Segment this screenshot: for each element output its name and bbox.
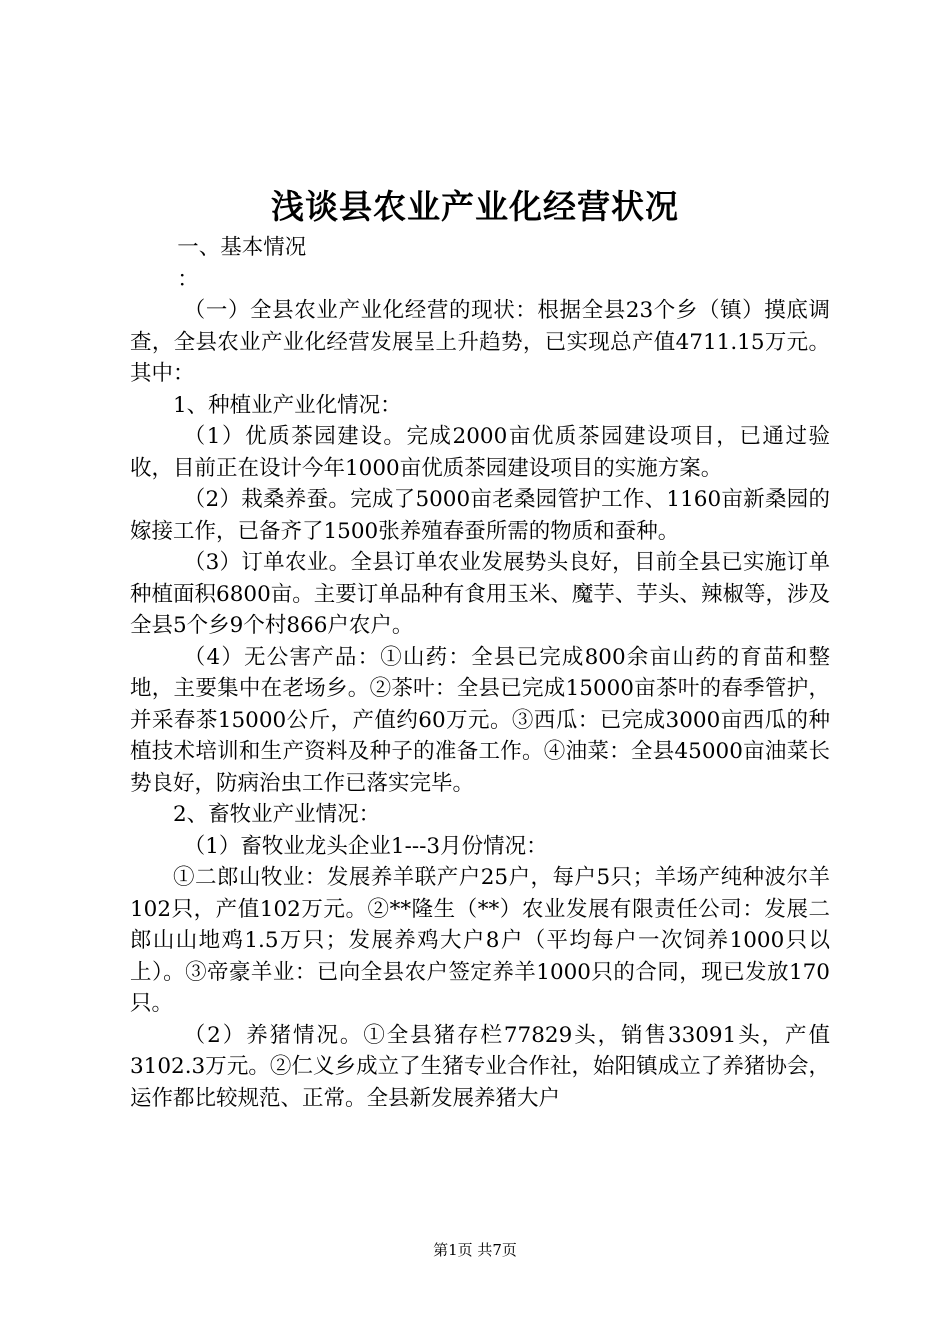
- section-heading-basic: 一、基本情况: [177, 235, 307, 260]
- paragraph-pollution-free: （4）无公害产品：①山药：全县已完成800余亩山药的育苗和整地，主要集中在老场乡。②茶叶：全县已完成15000亩茶叶的春季管护，并采春茶15000公斤，产值约60万元。③西瓜：已完成3000亩西瓜的种植技术培训和生产资料及种子的准备工作。④油菜：全县45000亩油菜长势良好，防病治虫工作已落实完毕。: [130, 644, 830, 796]
- paragraph-tea-garden: （1）优质茶园建设。完成2000亩优质茶园建设项目，已通过验收，目前正在设计今年1000亩优质茶园建设项目的实施方案。: [130, 424, 830, 481]
- subheading-planting: 1、种植业产业化情况：: [173, 392, 402, 418]
- paragraph-colon: ：: [177, 266, 199, 292]
- subheading-livestock: 2、畜牧业产业情况：: [173, 802, 381, 827]
- paragraph-pig-farming: （2）养猪情况。①全县猪存栏77829头，销售33091头，产值3102.3万元。②仁义乡成立了生猪专业合作社，始阳镇成立了养猪协会，运作都比较规范、正常。全县新发展养猪大户: [130, 1022, 830, 1111]
- paragraph-livestock-leaders: （1）畜牧业龙头企业1---3月份情况：: [183, 833, 548, 859]
- paragraph-livestock-companies: ①二郎山牧业：发展养羊联产户25户，每户5只；羊场产纯种波尔羊102只，产值102万元。②**隆生（**）农业发展有限责任公司：发展二郎山山地鸡1.5万只；发展养鸡大户8户（平均每户一次饲养1000只以上）。③帝豪羊业：已向全县农户签定养羊1000只的合同，现已发放170只。: [130, 865, 830, 1016]
- document-title: 浅谈县农业产业化经营状况: [271, 187, 679, 226]
- page-number: 第1页 共7页: [433, 1241, 517, 1259]
- paragraph-current-status: （一）全县农业产业化经营的现状：根据全县23个乡（镇）摸底调查，全县农业产业化经营发展呈上升趋势，已实现总产值4711.15万元。其中：: [130, 298, 830, 386]
- document-body: [130, 232, 830, 1114]
- paragraph-silkworm: （2）栽桑养蚕。完成了5000亩老桑园管护工作、1160亩新桑园的嫁接工作，已备齐了1500张养殖春蚕所需的物质和蚕种。: [130, 487, 830, 544]
- paragraph-order-farming: （3）订单农业。全县订单农业发展势头良好，目前全县已实施订单种植面积6800亩。主要订单品种有食用玉米、魔芋、芋头、辣椒等，涉及全县5个乡9个村866户农户。: [130, 550, 830, 638]
